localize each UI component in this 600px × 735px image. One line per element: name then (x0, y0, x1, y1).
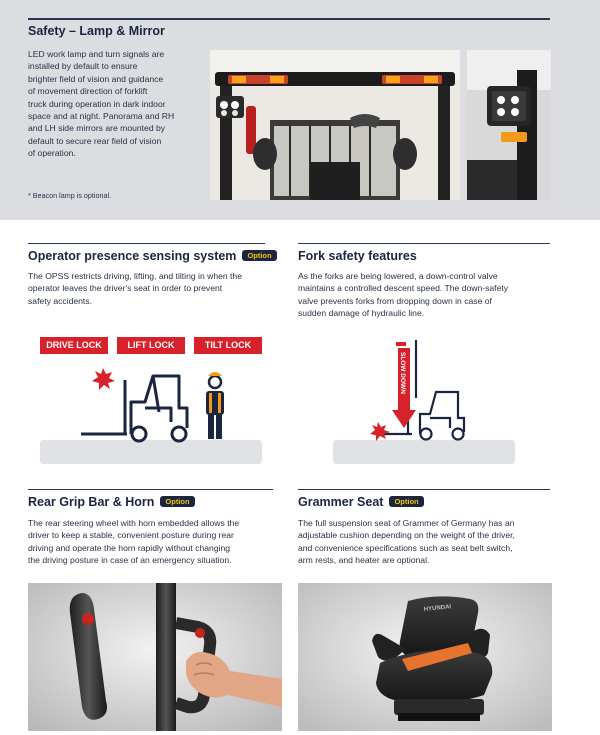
text-line: adjustable cushion depending on the weight of the driver, (298, 530, 515, 541)
text-line: The rear steering wheel with horn embedded allows the (28, 518, 240, 528)
grip-title (28, 495, 195, 509)
opss-forklift-illustration (75, 362, 235, 444)
option-badge: Option (160, 496, 194, 507)
fork-safety-illustration (360, 338, 480, 442)
work-lamp-closeup-photo (467, 50, 551, 200)
text-line: As the forks are being lowered, a down-control valve (298, 271, 498, 281)
grip-body (28, 517, 288, 567)
seat-brand-label: HYUNDAI (423, 604, 452, 613)
drive-lock-label: DRIVE LOCK (40, 337, 108, 354)
section-rule (298, 489, 550, 490)
safety-title: Safety – Lamp & Mirror (28, 24, 165, 38)
safety-body (28, 48, 208, 160)
text-line: space and at night. Panorama and RH (28, 111, 175, 122)
text-line: arm rests, and heater are optional. (298, 555, 430, 566)
fork-body (298, 270, 553, 320)
seat-title (298, 495, 424, 509)
lift-lock-label: LIFT LOCK (117, 337, 185, 354)
text-line: maintains a controlled descent speed. The down-safety (298, 283, 509, 294)
text-line: and LH side mirrors are mounted by (28, 123, 166, 134)
forklift-lamp-photo (210, 50, 460, 200)
section-rule (28, 489, 273, 490)
grip-title-text: Rear Grip Bar & Horn (28, 495, 155, 509)
section-rule (298, 243, 550, 244)
opss-body (28, 270, 283, 307)
section-rule (28, 243, 265, 244)
text-line: LED work lamp and turn signals are (28, 49, 165, 59)
floor-base (333, 440, 515, 464)
warning-burst-icon (370, 422, 390, 441)
fork-title: Fork safety features (298, 249, 417, 263)
text-line: installed by default to ensure (28, 61, 138, 72)
opss-title-text: Operator presence sensing system (28, 249, 237, 263)
text-line: driving and operate the horn rapidly without changing (28, 542, 231, 553)
text-line: The full suspension seat of Grammer of Germany has an (298, 518, 515, 528)
section-rule (28, 18, 550, 20)
option-badge: Option (389, 496, 423, 507)
text-line: of movement direction of forklift (28, 86, 148, 97)
text-line: and convenience specifications such as seat belt switch, (298, 542, 513, 553)
text-line: operator leaves the driver's seat in order to prevent (28, 283, 223, 294)
grip-bar-photo (28, 583, 282, 731)
warning-burst-icon (92, 368, 115, 390)
slow-down-label: SLOW DOWN (399, 352, 406, 394)
seat-body (298, 517, 558, 567)
text-line: safety accidents. (28, 295, 93, 306)
text-line: valve prevents forks from dropping down in case of (298, 295, 492, 306)
text-line: truck during operation in dark indoor (28, 98, 166, 109)
text-line: sudden damage of hydraulic line. (298, 308, 425, 319)
text-line: driver to keep a stable, convenient posture during rear (28, 530, 234, 541)
text-line: default to secure rear field of vision (28, 135, 162, 146)
tilt-lock-label: TILT LOCK (194, 337, 262, 354)
grammer-seat-photo (298, 583, 552, 731)
text-line: of operation. (28, 148, 76, 159)
opss-title (28, 249, 277, 263)
option-badge: Option (242, 250, 276, 261)
text-line: the driving posture in case of an emergency situation. (28, 555, 232, 566)
text-line: The OPSS restricts driving, lifting, and tilting in when the (28, 271, 242, 281)
text-line: brighter field of vision and guidance (28, 73, 164, 84)
seat-title-text: Grammer Seat (298, 495, 384, 509)
beacon-note: * Beacon lamp is optional. (28, 191, 112, 200)
